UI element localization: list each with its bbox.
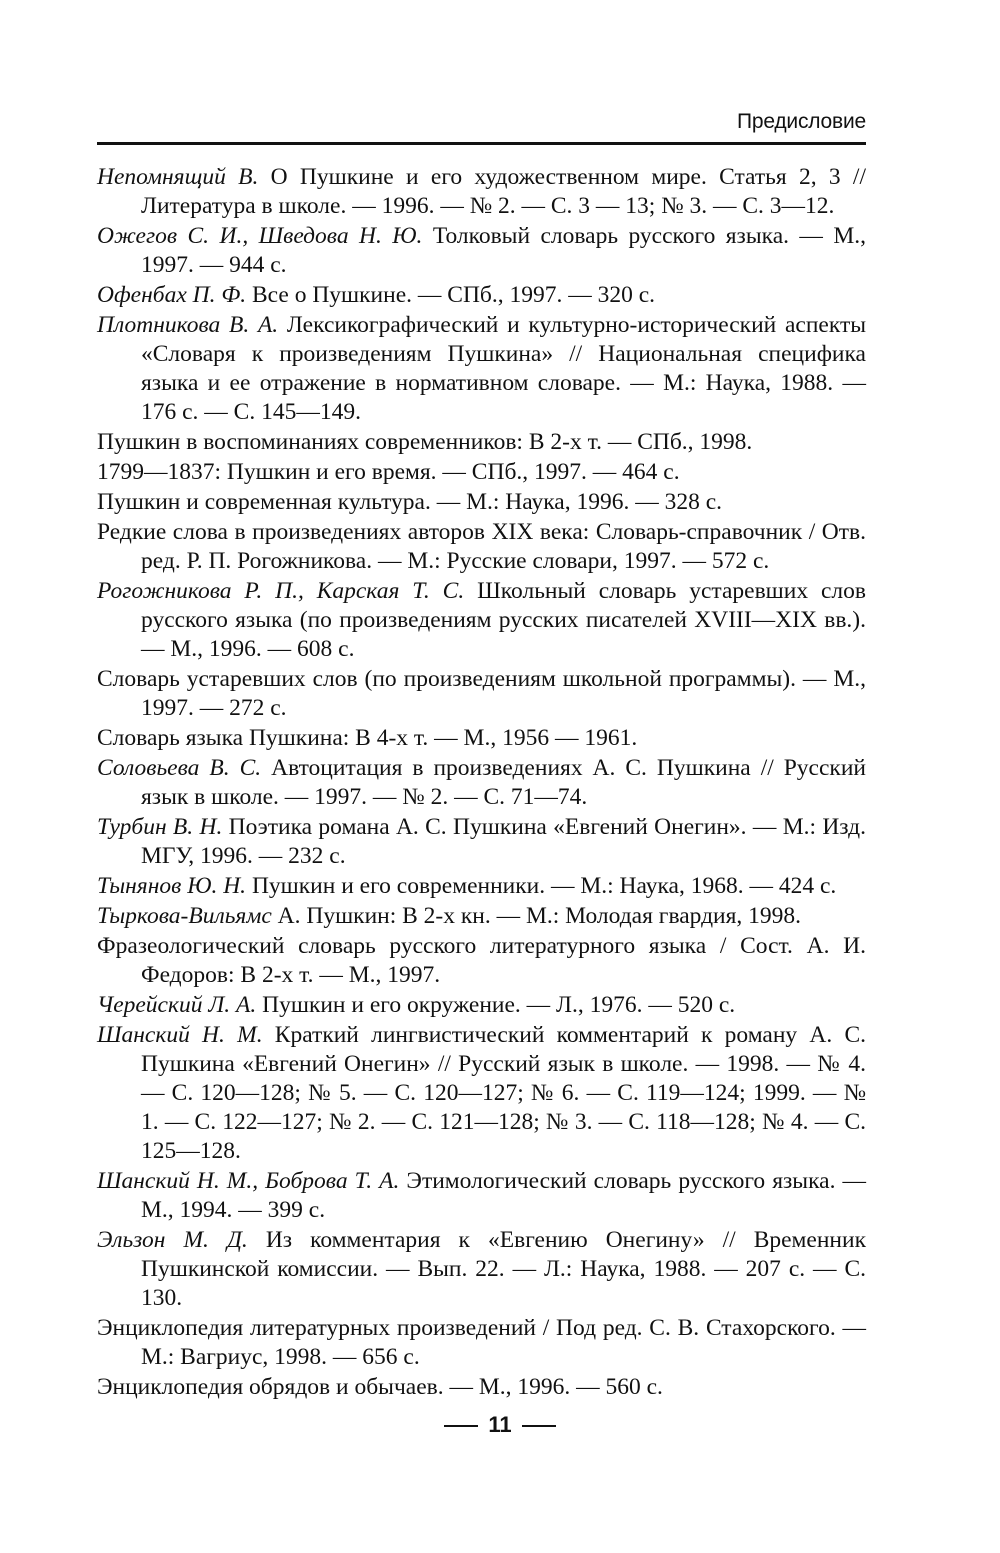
entry-author: Непомнящий В. (97, 164, 259, 190)
entry-text: Энциклопедия литературных произведений / Под ред. С. В. Стахорского. — М.: Вагриус, 1998. — 656 с. (97, 1315, 866, 1370)
entry-text: Словарь языка Пушкина: В 4-х т. — М., 1956 — 1961. (97, 725, 638, 751)
bibliography-entry (97, 991, 866, 1020)
bibliography-entry (97, 577, 866, 664)
bibliography-entry (97, 1021, 866, 1166)
entry-text: Словарь устаревших слов (по произведениям школьной программы). — М., 1997. — 272 с. (97, 666, 866, 721)
entry-text: Фразеологический словарь русского литературного языка / Сост. А. И. Федоров: В 2-х т. — М., 1997. (97, 933, 866, 988)
bibliography-entry (97, 813, 866, 871)
entry-text: Пушкин и его современники. — М.: Наука, 1968. — 424 с. (246, 873, 837, 899)
bibliography-entry (97, 1373, 866, 1402)
entry-author: Тыркова-Вильямс (97, 903, 272, 929)
bibliography-entry (97, 724, 866, 753)
entry-text: Этимологический словарь русского языка. — М., 1994. — 399 с. (141, 1168, 866, 1223)
entry-text: Пушкин и современная культура. — М.: Наука, 1996. — 328 с. (97, 489, 723, 515)
entry-author: Черейский Л. А. (97, 992, 257, 1018)
bibliography-entry (97, 1167, 866, 1225)
bibliography-entry (97, 932, 866, 990)
entry-author: Плотникова В. А. (97, 312, 279, 338)
running-head-title: Предисловие (736, 110, 866, 133)
entry-author: Шанский Н. М. (97, 1022, 263, 1048)
page-number (0, 1412, 1000, 1438)
entry-text: Толковый словарь русского языка. — М., 1997. — 944 с. (141, 223, 866, 278)
entry-author: Ожегов С. И., Шведова Н. Ю. (97, 223, 423, 249)
entry-text: Все о Пушкине. — СПб., 1997. — 320 с. (246, 282, 656, 308)
entry-text: Лексикографический и культурно-исторический аспекты «Словаря к произведениям Пушкина» // Национальная специфика языка и ее отражение в нормативном словаре. — М.: Наука, 1988. — 176 с. — С. 145—149. (141, 312, 866, 425)
entry-author: Эльзон М. Д. (97, 1227, 248, 1253)
bibliography-entry (97, 1226, 866, 1313)
bibliography-entry (97, 428, 866, 457)
header-rule (97, 142, 866, 145)
entry-text: Пушкин и его окружение. — Л., 1976. — 520 с. (256, 992, 736, 1018)
bibliography-entry (97, 458, 866, 487)
bibliography-entry (97, 281, 866, 310)
entry-author: Тынянов Ю. Н. (97, 873, 247, 899)
bibliography-entry (97, 222, 866, 280)
entry-text: А. Пушкин: В 2-х кн. — М.: Молодая гвардия, 1998. (271, 903, 802, 929)
bibliography-entry (97, 488, 866, 517)
entry-author: Шанский Н. М., Боброва Т. А. (97, 1168, 400, 1194)
entry-author: Офенбах П. Ф. (97, 282, 247, 308)
entry-text: Из комментария к «Евгению Онегину» // Временник Пушкинской комиссии. — Вып. 22. — Л.: Наука, 1988. — 207 с. — С. 130. (141, 1227, 867, 1311)
bibliography-entry (97, 754, 866, 812)
entry-text: Краткий лингвистический комментарий к роману А. С. Пушкина «Евгений Онегин» // Русский язык в школе. — 1998. — № 4. — С. 120—128; № 5. — С. 120—127; № 6. — С. 119—124; 1999. — № 1. — С. 122—127; № 2. — С. 121—128; № 3. — С. 118—128; № 4. — С. 125—128. (141, 1022, 866, 1164)
bibliography-entry (97, 311, 866, 427)
page-number-value: 11 (488, 1412, 512, 1437)
entry-text: Школьный словарь устаревших слов русского языка (по произведениям русских писателей XVIII—XIX вв.). — М., 1996. — 608 с. (141, 578, 866, 662)
bibliography-entry (97, 163, 866, 221)
entry-text: Редкие слова в произведениях авторов XIX века: Словарь-справочник / Отв. ред. Р. П. Рогожникова. — М.: Русские словари, 1997. — 572 с. (97, 519, 866, 574)
bibliography-entry (97, 872, 866, 901)
bibliography-entry (97, 518, 866, 576)
entry-author: Турбин В. Н. (97, 814, 223, 840)
entry-text: Автоцитация в произведениях А. С. Пушкина // Русский язык в школе. — 1997. — № 2. — С. 71—74. (141, 755, 866, 810)
entry-author: Соловьева В. С. (97, 755, 262, 781)
entry-author: Рогожникова Р. П., Карская Т. С. (97, 578, 465, 604)
bibliography-list (97, 163, 866, 1403)
bibliography-entry (97, 902, 866, 931)
entry-text: Энциклопедия обрядов и обычаев. — М., 1996. — 560 с. (97, 1374, 663, 1400)
entry-text: 1799—1837: Пушкин и его время. — СПб., 1997. — 464 с. (97, 459, 680, 485)
folio-left-dash (444, 1425, 478, 1427)
folio-right-dash (522, 1425, 556, 1427)
entry-text: Пушкин в воспоминаниях современников: В 2-х т. — СПб., 1998. (97, 429, 753, 455)
entry-text: О Пушкине и его художественном мире. Статья 2, 3 // Литература в школе. — 1996. — № 2. — С. 3 — 13; № 3. — С. 3—12. (141, 164, 866, 219)
entry-text: Поэтика романа А. С. Пушкина «Евгений Онегин». — М.: Изд. МГУ, 1996. — 232 с. (141, 814, 866, 869)
bibliography-entry (97, 1314, 866, 1372)
bibliography-entry (97, 665, 866, 723)
